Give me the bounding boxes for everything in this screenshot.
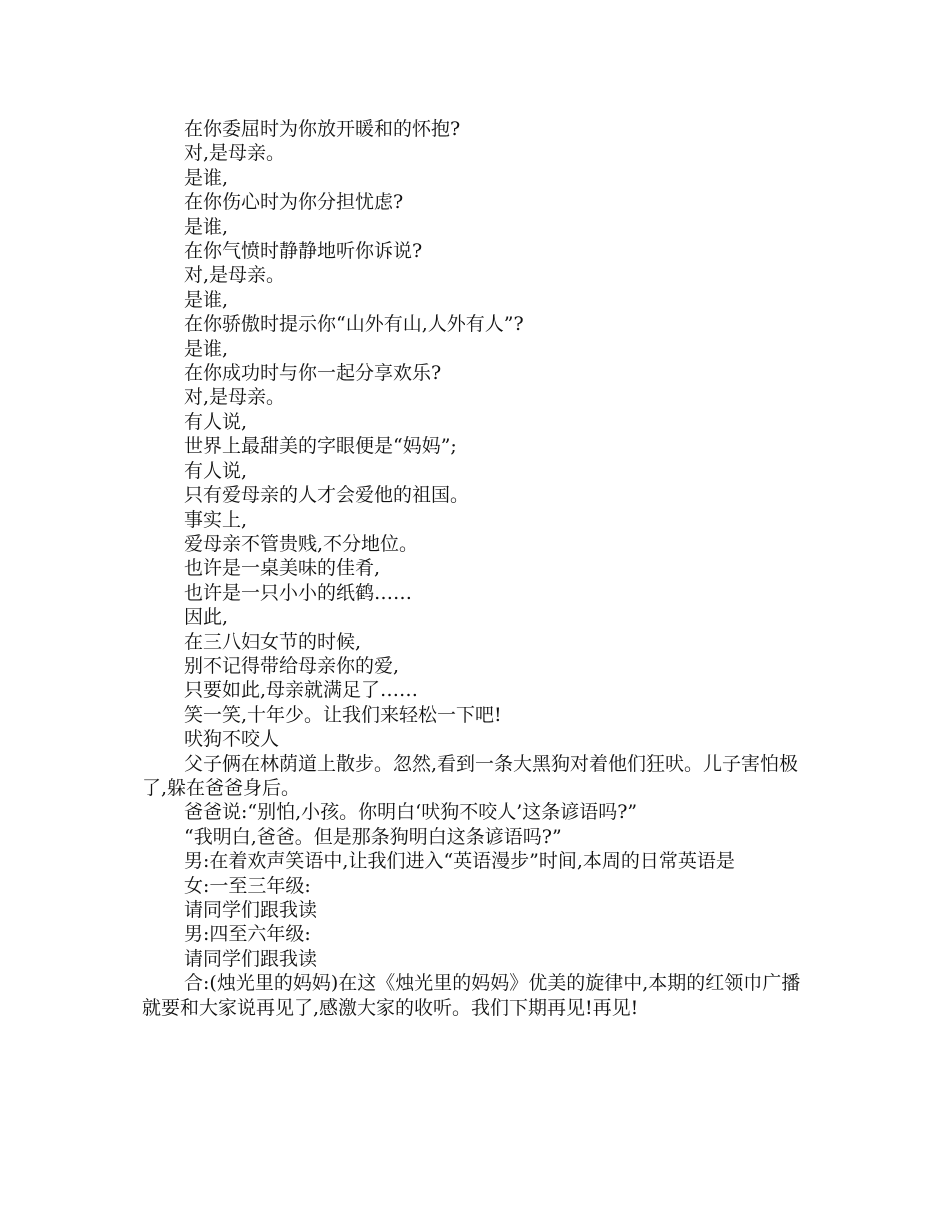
paragraph: 有人说, [184,410,248,433]
paragraph: 男:在着欢声笑语中,让我们进入“英语漫步”时间,本周的日常英语是 [184,850,735,873]
paragraph: 请同学们跟我读 [184,899,318,921]
paragraph: 有人说, [184,459,248,482]
document-body [142,117,814,1020]
paragraph: 事实上, [184,508,248,531]
paragraph: 是谁, [184,215,229,238]
paragraph: 在你伤心时为你分担忧虑? [184,191,404,214]
paragraph: 请同学们跟我读 [184,947,318,970]
paragraph: 别不记得带给母亲你的爱, [184,654,400,677]
paragraph: 是谁, [184,288,229,311]
paragraph: 爸爸说:“别怕,小孩。你明白‘吠狗不咬人’这条谚语吗?” [184,801,638,824]
paragraph: 合:(烛光里的妈妈)在这《烛光里的妈妈》优美的旋律中,本期的红领巾广播就要和大家说再见了,感激大家的收听。我们下期再见!再见! [142,972,801,1019]
paragraph: 男:四至六年级: [184,923,311,946]
paragraph: 在你委屈时为你放开暖和的怀抱? [184,118,461,140]
paragraph: 女:一至三年级: [184,874,311,897]
paragraph: 在你气愤时静静地听你诉说? [184,240,423,263]
paragraph: 吠狗不咬人 [184,728,280,751]
paragraph: 世界上最甜美的字眼便是“妈妈”; [184,435,457,458]
paragraph: 也许是一只小小的纸鹤…… [184,581,413,604]
paragraph: 爱母亲不管贵贱,不分地位。 [184,532,419,555]
paragraph: 在你成功时与你一起分享欢乐? [184,362,442,385]
paragraph: 对,是母亲。 [184,386,286,409]
paragraph: 是谁, [184,337,229,360]
paragraph: 也许是一桌美味的佳肴, [184,557,381,580]
paragraph: 因此, [184,606,229,629]
paragraph: 是谁, [184,166,229,189]
paragraph: 对,是母亲。 [184,264,286,287]
paragraph: 笑一笑,十年少。让我们来轻松一下吧! [184,703,502,726]
paragraph: “我明白,爸爸。但是那条狗明白这条谚语吗?” [184,825,562,848]
paragraph: 对,是母亲。 [184,142,286,165]
paragraph: 只有爱母亲的人才会爱他的祖国。 [184,484,470,507]
paragraph: 在三八妇女节的时候, [184,630,362,653]
paragraph: 父子俩在林荫道上散步。忽然,看到一条大黑狗对着他们狂吠。儿子害怕极了,躲在爸爸身后。 [142,752,799,799]
paragraph: 只要如此,母亲就满足了…… [184,679,419,702]
paragraph: 在你骄傲时提示你“山外有山,人外有人”? [184,313,524,336]
